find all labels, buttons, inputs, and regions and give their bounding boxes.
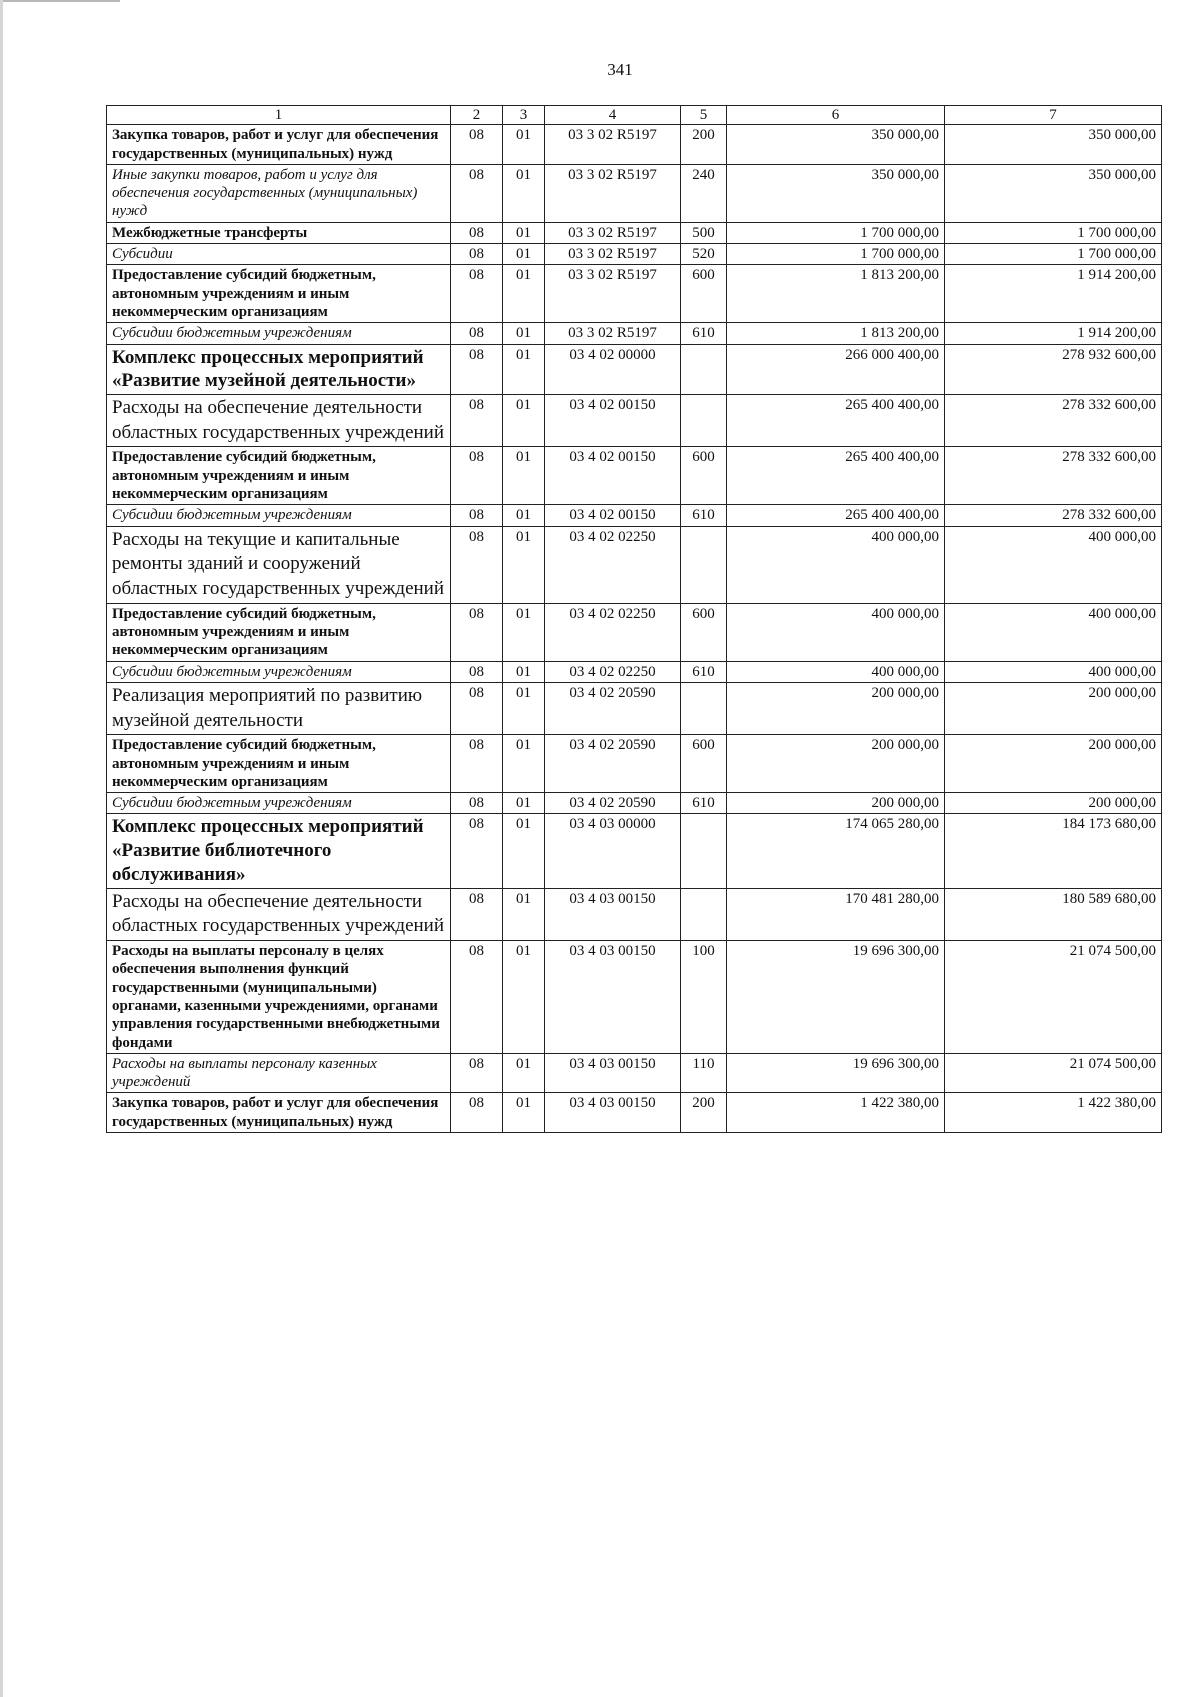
section-code: 08	[451, 1093, 503, 1133]
row-name: Межбюджетные трансферты	[107, 222, 451, 243]
row-name: Субсидии бюджетным учреждениям	[107, 661, 451, 682]
row-name: Иные закупки товаров, работ и услуг для обеспечения государственных (муниципальных) нужд	[107, 164, 451, 222]
subsection-code: 01	[503, 661, 545, 682]
section-code: 08	[451, 661, 503, 682]
column-header: 3	[503, 106, 545, 125]
amount-year-1: 19 696 300,00	[727, 1053, 945, 1093]
column-header: 1	[107, 106, 451, 125]
expense-type-code: 600	[681, 735, 727, 793]
target-article-code: 03 4 02 00000	[545, 344, 681, 395]
table-row	[107, 1093, 1162, 1133]
expense-type-code: 610	[681, 661, 727, 682]
target-article-code: 03 4 03 00150	[545, 1053, 681, 1093]
subsection-code: 01	[503, 682, 545, 734]
section-code: 08	[451, 888, 503, 940]
target-article-code: 03 3 02 R5197	[545, 265, 681, 323]
section-code: 08	[451, 941, 503, 1054]
subsection-code: 01	[503, 344, 545, 395]
table-row	[107, 603, 1162, 661]
amount-year-2: 1 914 200,00	[945, 323, 1162, 344]
row-name: Субсидии бюджетным учреждениям	[107, 323, 451, 344]
table-row	[107, 344, 1162, 395]
expense-type-code	[681, 682, 727, 734]
amount-year-2: 1 700 000,00	[945, 244, 1162, 265]
row-name: Расходы на текущие и капитальные ремонты зданий и сооружений областных государственных учреждений	[107, 526, 451, 603]
amount-year-1: 200 000,00	[727, 793, 945, 814]
amount-year-1: 350 000,00	[727, 164, 945, 222]
budget-table	[106, 105, 1162, 1133]
section-code: 08	[451, 265, 503, 323]
target-article-code: 03 4 02 00150	[545, 395, 681, 447]
table-row	[107, 661, 1162, 682]
row-name: Субсидии бюджетным учреждениям	[107, 793, 451, 814]
target-article-code: 03 4 02 20590	[545, 793, 681, 814]
section-code: 08	[451, 164, 503, 222]
amount-year-1: 400 000,00	[727, 526, 945, 603]
amount-year-1: 265 400 400,00	[727, 447, 945, 505]
expense-type-code: 520	[681, 244, 727, 265]
target-article-code: 03 3 02 R5197	[545, 323, 681, 344]
subsection-code: 01	[503, 888, 545, 940]
target-article-code: 03 4 02 20590	[545, 735, 681, 793]
page-number: 341	[607, 60, 633, 79]
table-row	[107, 682, 1162, 734]
amount-year-1: 200 000,00	[727, 682, 945, 734]
amount-year-2: 21 074 500,00	[945, 941, 1162, 1054]
section-code: 08	[451, 244, 503, 265]
subsection-code: 01	[503, 125, 545, 165]
amount-year-1: 266 000 400,00	[727, 344, 945, 395]
expense-type-code	[681, 814, 727, 888]
column-header: 2	[451, 106, 503, 125]
amount-year-2: 278 332 600,00	[945, 395, 1162, 447]
amount-year-2: 400 000,00	[945, 526, 1162, 603]
expense-type-code: 500	[681, 222, 727, 243]
row-name: Предоставление субсидий бюджетным, автономным учреждениям и иным некоммерческим организациям	[107, 447, 451, 505]
amount-year-1: 400 000,00	[727, 603, 945, 661]
amount-year-1: 19 696 300,00	[727, 941, 945, 1054]
row-name: Предоставление субсидий бюджетным, автономным учреждениям и иным некоммерческим организациям	[107, 265, 451, 323]
amount-year-1: 200 000,00	[727, 735, 945, 793]
table-row	[107, 526, 1162, 603]
column-number-row	[107, 106, 1162, 125]
target-article-code: 03 4 02 00150	[545, 447, 681, 505]
subsection-code: 01	[503, 222, 545, 243]
column-header: 4	[545, 106, 681, 125]
row-name: Закупка товаров, работ и услуг для обеспечения государственных (муниципальных) нужд	[107, 1093, 451, 1133]
row-name: Предоставление субсидий бюджетным, автономным учреждениям и иным некоммерческим организациям	[107, 735, 451, 793]
expense-type-code: 610	[681, 323, 727, 344]
section-code: 08	[451, 395, 503, 447]
subsection-code: 01	[503, 244, 545, 265]
subsection-code: 01	[503, 164, 545, 222]
amount-year-2: 350 000,00	[945, 164, 1162, 222]
row-name: Комплекс процессных мероприятий «Развитие библиотечного обслуживания»	[107, 814, 451, 888]
target-article-code: 03 4 03 00150	[545, 888, 681, 940]
table-row	[107, 395, 1162, 447]
section-code: 08	[451, 447, 503, 505]
table-row	[107, 941, 1162, 1054]
subsection-code: 01	[503, 323, 545, 344]
amount-year-1: 350 000,00	[727, 125, 945, 165]
table-row	[107, 323, 1162, 344]
target-article-code: 03 4 02 02250	[545, 661, 681, 682]
row-name: Реализация мероприятий по развитию музейной деятельности	[107, 682, 451, 734]
scan-artifact-line	[0, 0, 120, 2]
subsection-code: 01	[503, 814, 545, 888]
section-code: 08	[451, 125, 503, 165]
amount-year-1: 174 065 280,00	[727, 814, 945, 888]
row-name: Субсидии	[107, 244, 451, 265]
amount-year-2: 350 000,00	[945, 125, 1162, 165]
subsection-code: 01	[503, 1093, 545, 1133]
table-row	[107, 222, 1162, 243]
amount-year-2: 21 074 500,00	[945, 1053, 1162, 1093]
expense-type-code: 110	[681, 1053, 727, 1093]
subsection-code: 01	[503, 941, 545, 1054]
expense-type-code	[681, 888, 727, 940]
expense-type-code: 240	[681, 164, 727, 222]
subsection-code: 01	[503, 793, 545, 814]
target-article-code: 03 4 03 00150	[545, 1093, 681, 1133]
expense-type-code: 600	[681, 603, 727, 661]
table-row	[107, 735, 1162, 793]
amount-year-2: 400 000,00	[945, 661, 1162, 682]
subsection-code: 01	[503, 735, 545, 793]
column-header: 5	[681, 106, 727, 125]
amount-year-2: 180 589 680,00	[945, 888, 1162, 940]
row-name: Закупка товаров, работ и услуг для обеспечения государственных (муниципальных) нужд	[107, 125, 451, 165]
amount-year-2: 200 000,00	[945, 682, 1162, 734]
amount-year-1: 265 400 400,00	[727, 505, 945, 526]
section-code: 08	[451, 1053, 503, 1093]
table-row	[107, 125, 1162, 165]
expense-type-code: 600	[681, 265, 727, 323]
section-code: 08	[451, 526, 503, 603]
table-row	[107, 505, 1162, 526]
amount-year-2: 278 332 600,00	[945, 447, 1162, 505]
subsection-code: 01	[503, 447, 545, 505]
amount-year-2: 400 000,00	[945, 603, 1162, 661]
row-name: Расходы на обеспечение деятельности областных государственных учреждений	[107, 888, 451, 940]
table-row	[107, 244, 1162, 265]
amount-year-1: 400 000,00	[727, 661, 945, 682]
table-row	[107, 888, 1162, 940]
table-row	[107, 265, 1162, 323]
row-name: Комплекс процессных мероприятий «Развитие музейной деятельности»	[107, 344, 451, 395]
target-article-code: 03 4 02 02250	[545, 603, 681, 661]
expense-type-code: 200	[681, 1093, 727, 1133]
table-row	[107, 447, 1162, 505]
amount-year-2: 1 700 000,00	[945, 222, 1162, 243]
amount-year-1: 170 481 280,00	[727, 888, 945, 940]
section-code: 08	[451, 793, 503, 814]
row-name: Расходы на выплаты персоналу в целях обеспечения выполнения функций государственными (муниципальными) органами, казенными учреждениями, органами управления государственными внебюджетными фондами	[107, 941, 451, 1054]
row-name: Предоставление субсидий бюджетным, автономным учреждениям и иным некоммерческим организациям	[107, 603, 451, 661]
amount-year-1: 1 422 380,00	[727, 1093, 945, 1133]
subsection-code: 01	[503, 1053, 545, 1093]
section-code: 08	[451, 323, 503, 344]
amount-year-2: 1 914 200,00	[945, 265, 1162, 323]
table-row	[107, 793, 1162, 814]
amount-year-2: 1 422 380,00	[945, 1093, 1162, 1133]
target-article-code: 03 4 02 20590	[545, 682, 681, 734]
target-article-code: 03 4 03 00150	[545, 941, 681, 1054]
expense-type-code	[681, 395, 727, 447]
subsection-code: 01	[503, 526, 545, 603]
amount-year-1: 1 700 000,00	[727, 222, 945, 243]
section-code: 08	[451, 222, 503, 243]
subsection-code: 01	[503, 265, 545, 323]
scan-artifact-edge	[0, 0, 3, 1697]
target-article-code: 03 3 02 R5197	[545, 164, 681, 222]
section-code: 08	[451, 814, 503, 888]
section-code: 08	[451, 603, 503, 661]
amount-year-1: 1 813 200,00	[727, 265, 945, 323]
row-name: Расходы на обеспечение деятельности областных государственных учреждений	[107, 395, 451, 447]
target-article-code: 03 3 02 R5197	[545, 244, 681, 265]
section-code: 08	[451, 344, 503, 395]
amount-year-2: 184 173 680,00	[945, 814, 1162, 888]
expense-type-code: 100	[681, 941, 727, 1054]
amount-year-2: 278 932 600,00	[945, 344, 1162, 395]
amount-year-2: 200 000,00	[945, 735, 1162, 793]
expense-type-code	[681, 344, 727, 395]
column-header: 7	[945, 106, 1162, 125]
subsection-code: 01	[503, 603, 545, 661]
row-name: Субсидии бюджетным учреждениям	[107, 505, 451, 526]
expense-type-code	[681, 526, 727, 603]
table-row	[107, 164, 1162, 222]
expense-type-code: 610	[681, 793, 727, 814]
expense-type-code: 610	[681, 505, 727, 526]
section-code: 08	[451, 735, 503, 793]
amount-year-1: 265 400 400,00	[727, 395, 945, 447]
section-code: 08	[451, 505, 503, 526]
section-code: 08	[451, 682, 503, 734]
subsection-code: 01	[503, 505, 545, 526]
column-header: 6	[727, 106, 945, 125]
row-name: Расходы на выплаты персоналу казенных учреждений	[107, 1053, 451, 1093]
amount-year-1: 1 813 200,00	[727, 323, 945, 344]
expense-type-code: 600	[681, 447, 727, 505]
subsection-code: 01	[503, 395, 545, 447]
table-row	[107, 1053, 1162, 1093]
expense-type-code: 200	[681, 125, 727, 165]
target-article-code: 03 4 03 00000	[545, 814, 681, 888]
target-article-code: 03 4 02 02250	[545, 526, 681, 603]
target-article-code: 03 4 02 00150	[545, 505, 681, 526]
amount-year-2: 278 332 600,00	[945, 505, 1162, 526]
target-article-code: 03 3 02 R5197	[545, 125, 681, 165]
amount-year-2: 200 000,00	[945, 793, 1162, 814]
target-article-code: 03 3 02 R5197	[545, 222, 681, 243]
table-row	[107, 814, 1162, 888]
amount-year-1: 1 700 000,00	[727, 244, 945, 265]
